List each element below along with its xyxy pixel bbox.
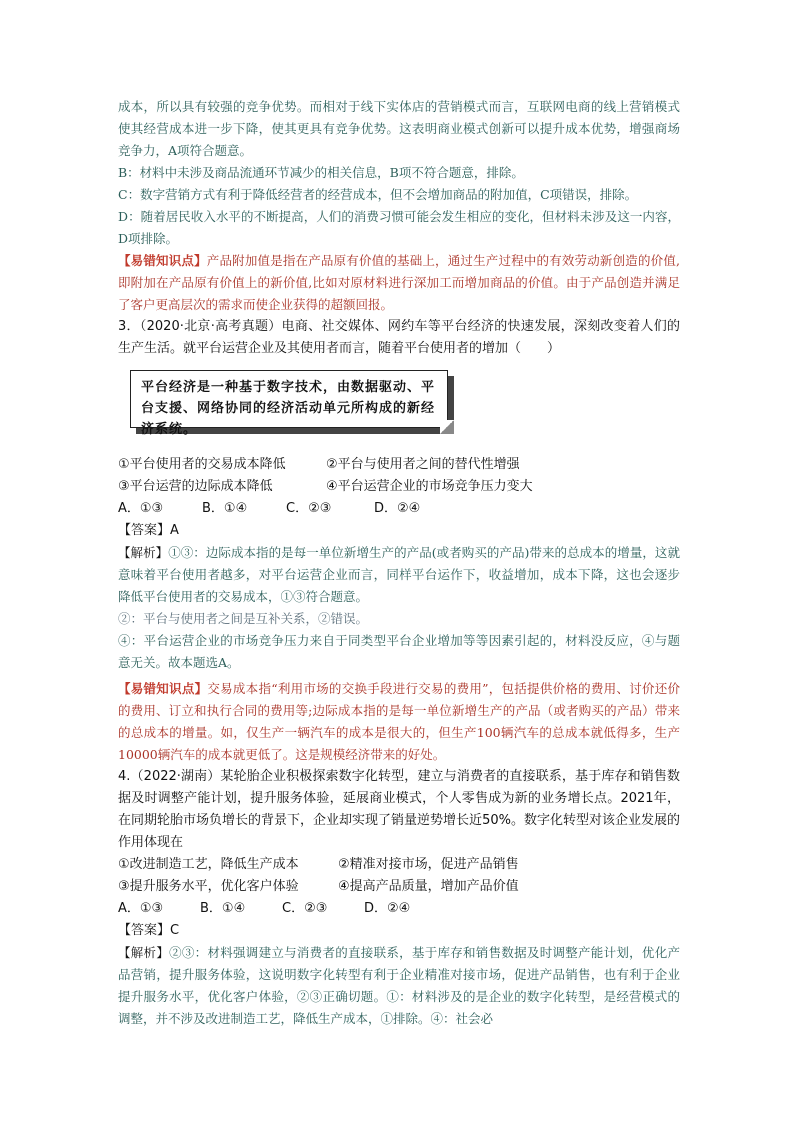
option-b-analysis: B：材料中未涉及商品流通环节减少的相关信息，B项不符合题意，排除。 xyxy=(118,165,524,180)
q3-options-row-2 xyxy=(118,476,680,498)
question-3-stem: 3．（2020·北京·高考真题）电商、社交媒体、网约车等平台经济的快速发展，深刻改变着人们的生产生活。就平台运营企业及其使用者而言，随着平台使用者的增加（ ） xyxy=(118,319,680,356)
q4-options-row-2 xyxy=(118,876,680,898)
platform-economy-box xyxy=(130,370,460,440)
answer-label: 【答案】 xyxy=(118,523,171,538)
definition-box-text: 平台经济是一种基于数字技术，由数据驱动、平台支援、网络协同的经济活动单元所构成的新经济系统。 xyxy=(130,370,448,428)
tip-label: 【易错知识点】 xyxy=(118,681,208,696)
q3-choice-b: B．①④ xyxy=(202,501,248,516)
question-4-stem: 4.（2022·湖南）某轮胎企业积极探索数字化转型，建立与消费者的直接联系，基于库存和销售数据及时调整产能计划，提升服务体验，延展商业模式，个人零售成为新的业务增长点。2021年，在同期轮胎市场负增长的背景下，企业却实现了销量逆势增长近50%。数字化转型对该企业发展的作用体现在 xyxy=(118,769,680,850)
q4-option-1: ①改进制造工艺，降低生产成本 xyxy=(118,857,299,872)
q4-choice-d: D．②④ xyxy=(364,901,411,916)
option-d-analysis: D：随着居民收入水平的不断提高，人们的消费习惯可能会发生相应的变化，但材料未涉及这一内容，D项排除。 xyxy=(118,209,680,246)
tip-text: 交易成本指“利用市场的交换手段进行交易的费用”，包括提供价格的费用、讨价还价的费用、订立和执行合同的费用等;边际成本指的是每一单位新增生产的产品（或者购买的产品）带来的总成本的增量。如，仅生产一辆汽车的成本是很大的，但生产100辆汽车的总成本就低得多，生产10000辆汽车的成本就更低了。这是规模经济带来的好处。 xyxy=(118,681,680,762)
tip-paragraph-2 xyxy=(118,678,680,766)
answer-value: C xyxy=(170,923,180,938)
analysis-text: ①③：边际成本指的是每一单位新增生产的产品(或者购买的产品)带来的总成本的增量，这就意味着平台使用者越多，对平台运营企业而言，同样平台运作下，收益增加，成本下降，这也会逐步降低平台使用者的交易成本，①③符合题意。 xyxy=(118,545,680,604)
q4-option-4: ④提高产品质量，增加产品价值 xyxy=(338,879,519,894)
q3-options-row-1 xyxy=(118,454,680,476)
tip-label: 【易错知识点】 xyxy=(118,253,207,268)
q3-option-2: ②平台与使用者之间的替代性增强 xyxy=(326,457,520,472)
q4-option-3: ③提升服务水平，优化客户体验 xyxy=(118,879,299,894)
q3-answer xyxy=(118,520,680,542)
q3-analysis-1 xyxy=(118,542,680,608)
q4-answer xyxy=(118,920,680,942)
q4-choice-b: B．①④ xyxy=(200,901,246,916)
answer-value: A xyxy=(170,523,179,538)
q3-analysis-2: ②：平台与使用者之间是互补关系，②错误。 xyxy=(118,611,369,626)
q3-choice-d: D．②④ xyxy=(374,501,421,516)
tip-text: 产品附加值是指在产品原有价值的基础上，通过生产过程中的有效劳动新创造的价值,即附加在产品原有价值上的新价值,比如对原材料进行深加工而增加商品的价值。由于产品创造并满足了客户更高层次的需求而使企业获得的超额回报。 xyxy=(118,253,680,312)
q3-analysis-3: ④：平台运营企业的市场竞争压力来自于同类型平台企业增加等等因素引起的，材料没反应，④与题意无关。故本题选A。 xyxy=(118,633,680,670)
answer-label: 【答案】 xyxy=(118,923,171,938)
q4-choice-c: C．②③ xyxy=(282,901,328,916)
q4-analysis xyxy=(118,942,680,1030)
q3-choice-a: A．①③ xyxy=(118,501,164,516)
q3-choice-c: C．②③ xyxy=(286,501,332,516)
q3-option-4: ④平台运营企业的市场竞争压力变大 xyxy=(326,479,533,494)
page-curl-decoration xyxy=(440,420,454,434)
analysis-label: 【解析】 xyxy=(118,545,169,560)
q4-option-2: ②精准对接市场，促进产品销售 xyxy=(338,857,519,872)
q4-choice-a: A．①③ xyxy=(118,901,164,916)
option-a-analysis: 成本，所以具有较强的竞争优势。而相对于线下实体店的营销模式而言，互联网电商的线上营销模式使其经营成本进一步下降，使其更具有竞争优势。这表明商业模式创新可以提升成本优势，增强商场竞争力，A项符合题意。 xyxy=(118,99,680,158)
q3-option-1: ①平台使用者的交易成本降低 xyxy=(118,457,286,472)
q3-choices xyxy=(118,498,680,520)
analysis-text: ②③：材料强调建立与消费者的直接联系，基于库存和销售数据及时调整产能计划，优化产品营销，提升服务体验，这说明数字化转型有利于企业精准对接市场，促进产品销售，也有利于企业提升服务水平，优化客户体验，②③正确切题。①：材料涉及的是企业的数字化转型，是经营模式的调整，并不涉及改进制造工艺，降低生产成本，①排除。④：社会必 xyxy=(118,945,680,1026)
tip-paragraph-1 xyxy=(118,250,680,316)
option-c-analysis: C：数字营销方式有利于降低经营者的经营成本，但不会增加商品的附加值，C项错误，排除。 xyxy=(118,187,638,202)
q4-choices xyxy=(118,898,680,920)
document-page xyxy=(118,96,680,1030)
q4-options-row-1 xyxy=(118,854,680,876)
analysis-label: 【解析】 xyxy=(118,945,170,960)
q3-option-3: ③平台运营的边际成本降低 xyxy=(118,479,273,494)
